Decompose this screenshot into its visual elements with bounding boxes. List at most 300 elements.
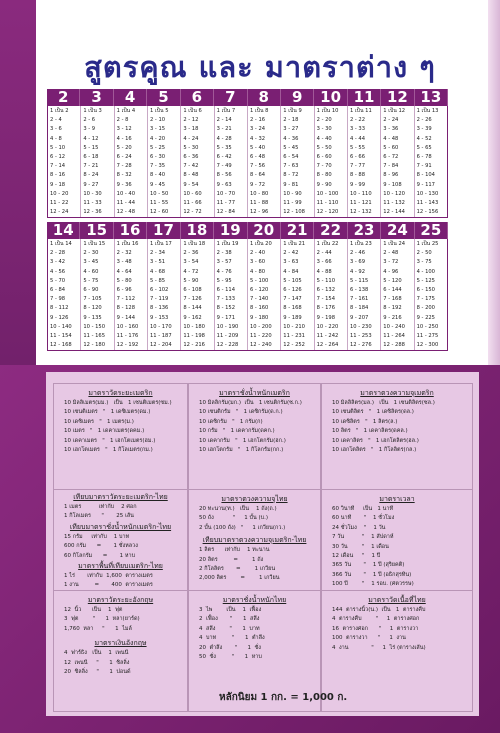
table-cell: 12 - 48 <box>116 209 136 216</box>
table-cell: 12 - 252 <box>283 342 305 349</box>
table-cell: 8 - 104 <box>416 172 435 179</box>
table-cell: 1 เป็น 18 <box>183 241 206 247</box>
table-column <box>48 239 81 350</box>
table-cell: 9 - 54 <box>183 181 199 188</box>
table-header-cell: 10 <box>314 89 347 106</box>
table-cell: 4 - 84 <box>283 268 299 275</box>
box-title: เทียบมาตราชั่งน้ำหนักเมตริก-ไทย <box>69 522 172 531</box>
table-header-cell: 17 <box>147 222 180 239</box>
table-cell: 11 - 187 <box>149 332 172 339</box>
table-cell: 12 - 288 <box>383 342 405 349</box>
table-cell: 9 - 99 <box>349 181 366 188</box>
table-header-cell: 25 <box>415 222 448 239</box>
table-cell: 9 - 135 <box>83 314 102 321</box>
table-cell: 7 - 98 <box>50 296 66 303</box>
table-cell: 10 - 20 <box>50 190 69 197</box>
table-cell: 5 - 60 <box>383 144 399 151</box>
table-cell: 2 - 42 <box>283 250 299 257</box>
box-line: 366 วัน " 1 ปี (อธิกสุรทิน) <box>332 571 412 578</box>
table-header-cell: 6 <box>181 89 214 106</box>
table-cell: 2 - 4 <box>50 117 62 124</box>
table-header-cell: 21 <box>281 222 314 239</box>
box-line: 60 วินาที เป็น 1 นาที <box>332 506 394 512</box>
table-cell: 12 - 96 <box>249 209 269 216</box>
table-column <box>81 239 114 350</box>
table-cell: 10 - 180 <box>183 323 205 330</box>
table-header-cell: 7 <box>214 89 247 106</box>
table-cell: 9 - 36 <box>116 181 132 188</box>
table-cell: 4 - 24 <box>183 135 199 142</box>
table-cell: 9 - 18 <box>50 181 66 188</box>
table-cell: 9 - 144 <box>116 314 136 321</box>
table-cell: 2 - 48 <box>383 250 399 257</box>
table-cell: 11 - 88 <box>249 199 269 206</box>
table-cell: 1 เป็น 17 <box>149 241 172 247</box>
table-cell: 12 - 132 <box>349 209 372 216</box>
table-cell: 12 - 144 <box>383 209 405 216</box>
table-cell: 4 - 48 <box>383 135 399 142</box>
table-cell: 12 - 264 <box>316 342 339 349</box>
table-column <box>215 106 248 217</box>
table-cell: 10 - 70 <box>216 190 236 197</box>
table-cell: 4 - 72 <box>183 268 199 275</box>
table-cell: 7 - 154 <box>316 296 335 303</box>
table-cell: 8 - 112 <box>50 305 69 312</box>
table-cell: 3 - 33 <box>349 126 366 133</box>
table-column <box>315 239 348 350</box>
table-cell: 5 - 105 <box>283 277 302 284</box>
table-cell: 11 - 165 <box>83 332 106 339</box>
box-line: 10 เมตร " 1 เดคาเมตร(ดคม.) <box>64 428 145 435</box>
table-cell: 8 - 200 <box>416 305 435 312</box>
page-title: สูตรคูณ และ มาตราต่าง ๆ <box>84 50 436 84</box>
table-cell: 8 - 88 <box>349 172 366 179</box>
table-cell: 10 - 80 <box>249 190 269 197</box>
table-column <box>348 106 381 217</box>
metric-weight-box <box>188 383 321 490</box>
table-cell: 2 - 30 <box>83 250 99 257</box>
table-header-row <box>47 222 448 239</box>
table-cell: 3 - 75 <box>416 259 432 266</box>
table-cell: 11 - 55 <box>149 199 169 206</box>
table-cell: 5 - 125 <box>416 277 435 284</box>
table-cell: 1 เป็น 24 <box>383 241 406 247</box>
table-cell: 3 - 51 <box>149 259 166 266</box>
thai-volume-box <box>188 489 321 591</box>
table-column <box>281 106 314 217</box>
table-cell: 3 - 63 <box>283 259 299 266</box>
box-line: 2 เฟื้อง " 1 สลึง <box>199 616 260 623</box>
table-cell: 11 - 110 <box>316 199 339 206</box>
box-lines <box>54 399 187 455</box>
table-header-cell: 12 <box>381 89 414 106</box>
table-cell: 7 - 147 <box>283 296 302 303</box>
table-cell: 12 - 204 <box>149 342 172 349</box>
box-line: 1 เมตร เท่ากับ 2 ศอก <box>64 504 137 510</box>
table-column <box>148 106 181 217</box>
box-line: 1 งาน = 400 ตารางเมตร <box>64 582 153 589</box>
box-line: 365 วัน " 1 ปี (สุริยคติ) <box>332 562 405 569</box>
box-line: 30 วัน " 1 เดือน <box>332 543 389 550</box>
table-cell: 12 - 180 <box>83 342 106 349</box>
table-cell: 9 - 108 <box>383 181 402 188</box>
compare-metric-thai-box <box>53 489 188 591</box>
box-line: 16 ตารางศอก " 1 ตารางวา <box>332 625 419 632</box>
box-line: 60 นาที " 1 ชั่วโมง <box>332 515 395 522</box>
table-cell: 10 - 250 <box>416 323 439 330</box>
table-cell: 7 - 56 <box>249 163 266 170</box>
table-cell: 4 - 16 <box>116 135 132 142</box>
table-cell: 5 - 35 <box>216 144 232 151</box>
box-line: 1 ลิตร เท่ากับ 1 ทะนาน <box>199 547 270 554</box>
table-column <box>348 239 381 350</box>
table-column <box>248 106 281 217</box>
box-lines <box>189 399 320 455</box>
table-cell: 3 - 24 <box>249 126 266 133</box>
table-cell: 6 - 144 <box>383 286 402 293</box>
table-cell: 4 - 8 <box>50 135 62 142</box>
table-cell: 9 - 162 <box>183 314 202 321</box>
table-cell: 7 - 161 <box>349 296 369 303</box>
table-cell: 2 - 32 <box>116 250 132 257</box>
table-cell: 3 - 45 <box>83 259 99 266</box>
table-header-cell: 19 <box>214 222 247 239</box>
weight-note: หลักนิยม 1 กก. = 1,000 ก. <box>219 692 348 703</box>
table-cell: 12 - 36 <box>83 209 102 216</box>
table-cell: 1 เป็น 8 <box>249 108 269 114</box>
table-column <box>415 106 447 217</box>
table-cell: 6 - 48 <box>249 153 266 160</box>
table-cell: 8 - 192 <box>383 305 402 312</box>
table-column <box>315 106 348 217</box>
table-cell: 10 - 190 <box>216 323 239 330</box>
table-cell: 2 - 8 <box>116 117 129 124</box>
table-cell: 5 - 55 <box>349 144 366 151</box>
table-header-cell: 5 <box>147 89 180 106</box>
table-cell: 7 - 126 <box>183 296 202 303</box>
table-cell: 9 - 171 <box>216 314 236 321</box>
box-title: มาตราพื้นที่เทียบเมตริก-ไทย <box>78 562 163 571</box>
table-cell: 11 - 198 <box>183 332 205 339</box>
table-cell: 4 - 68 <box>149 268 166 275</box>
table-cell: 1 เป็น 16 <box>116 241 139 247</box>
box-line: 60 กิโลกรัม = 1 หาบ <box>64 552 136 559</box>
table-cell: 12 - 24 <box>50 209 69 216</box>
table-column <box>248 239 281 350</box>
table-header-row <box>47 89 448 106</box>
table-cell: 7 - 35 <box>149 163 166 170</box>
table-cell: 2 - 12 <box>183 117 199 124</box>
table-column <box>48 106 81 217</box>
box-line: 15 กรัม เท่ากับ 1 บาท <box>64 533 130 540</box>
box-lines <box>54 649 187 677</box>
table-cell: 7 - 14 <box>50 163 66 170</box>
table-cell: 6 - 78 <box>416 153 432 160</box>
box-line: 600 กรัม = 1 ชั่งหลวง <box>64 543 138 550</box>
table-cell: 4 - 32 <box>249 135 266 142</box>
table-cell: 3 - 15 <box>149 126 166 133</box>
table-cell: 4 - 88 <box>316 268 332 275</box>
table-cell: 11 - 77 <box>216 199 236 206</box>
table-cell: 2 - 16 <box>249 117 266 124</box>
table-cell: 3 - 18 <box>183 126 199 133</box>
table-cell: 1 เป็น 21 <box>283 241 306 247</box>
table-cell: 12 - 72 <box>183 209 202 216</box>
table-cell: 2 - 46 <box>349 250 366 257</box>
table-cell: 10 - 90 <box>283 190 302 197</box>
table-cell: 9 - 225 <box>416 314 435 321</box>
table-cell: 3 - 72 <box>383 259 399 266</box>
box-line: 10 ลิตร " 1 เดคาลิตร(ดคล.) <box>332 428 408 435</box>
table-cell: 7 - 175 <box>416 296 435 303</box>
box-title: มาตราเวลา <box>379 495 415 503</box>
table-header-cell: 13 <box>415 89 448 106</box>
box-title: มาตราวัดระยะเมตริก <box>88 389 153 397</box>
table-cell: 8 - 176 <box>316 305 335 312</box>
box-line: 10 เฮกโตกรัม " 1 กิโลกรัม(กก.) <box>199 447 284 454</box>
table-header-cell: 2 <box>47 89 80 106</box>
table-header-cell: 15 <box>80 222 113 239</box>
table-cell: 4 - 40 <box>316 135 332 142</box>
table-cell: 8 - 72 <box>283 172 299 179</box>
table-cell: 9 - 72 <box>249 181 266 188</box>
table-cell: 1 เป็น 13 <box>416 108 439 114</box>
table-column <box>215 239 248 350</box>
table-cell: 3 - 27 <box>283 126 299 133</box>
table-cell: 10 - 130 <box>416 190 439 197</box>
table-cell: 12 - 300 <box>416 342 439 349</box>
table-cell: 2 - 40 <box>249 250 266 257</box>
box-title: มาตราชั่งน้ำหนักเมตริก <box>219 389 290 397</box>
table-cell: 7 - 168 <box>383 296 402 303</box>
box-line: 4 ตารางคืบ " 1 ตารางศอก <box>332 616 420 623</box>
table-cell: 1 เป็น 15 <box>83 241 106 247</box>
table-cell: 2 - 34 <box>149 250 166 257</box>
table-cell: 10 - 150 <box>83 323 106 330</box>
table-cell: 4 - 60 <box>83 268 99 275</box>
table-cell: 9 - 27 <box>83 181 99 188</box>
table-cell: 2 - 20 <box>316 117 332 124</box>
table-cell: 2 - 14 <box>216 117 232 124</box>
box-line: 20 ชิลลิ่ง " 1 ปอนด์ <box>64 669 131 676</box>
table-body <box>47 239 448 351</box>
multiplication-table-2-13 <box>47 89 448 218</box>
table-cell: 8 - 16 <box>50 172 66 179</box>
table-cell: 8 - 32 <box>116 172 132 179</box>
box-line: 12 นิ้ว เป็น 1 ฟุต <box>64 607 123 613</box>
table-header-cell: 14 <box>47 222 80 239</box>
table-cell: 11 - 33 <box>83 199 102 206</box>
table-cell: 7 - 105 <box>83 296 102 303</box>
table-cell: 2 - 6 <box>83 117 96 124</box>
table-cell: 1 เป็น 12 <box>383 108 406 114</box>
box-title: เทียบมาตราตวงความจุเมตริก-ไทย <box>202 536 307 545</box>
table-cell: 11 - 275 <box>416 332 439 339</box>
table-cell: 3 - 54 <box>183 259 199 266</box>
box-line: 24 ชั่วโมง " 1 วัน <box>332 524 386 531</box>
box-line: 10 เฮกโตลิตร " 1 กิโลลิตร(กล.) <box>332 447 417 454</box>
box-line: 4 สลึง " 1 บาท <box>199 625 260 632</box>
table-cell: 7 - 77 <box>349 163 366 170</box>
box-line: 10 มิลลิลิตร(มล.) เป็น 1 เซนติลิตร(ซล.) <box>332 400 435 406</box>
table-cell: 1 เป็น 10 <box>316 108 339 114</box>
box-line: 10 มิลลิเมตร(มม.) เป็น 1 เซนติเมตร(ซม.) <box>64 400 172 406</box>
table-cell: 12 - 108 <box>283 209 305 216</box>
box-title: มาตราตวงความจุไทย <box>221 495 288 503</box>
box-line: 1 ไร่ เท่ากับ 1,600 ตารางเมตร <box>64 573 153 580</box>
table-cell: 2 - 22 <box>349 117 366 124</box>
box-line: 10 เดซิเมตร " 1 เมตร(ม.) <box>64 418 134 425</box>
table-cell: 3 - 48 <box>116 259 132 266</box>
box-title: มาตราวัดระยะอังกฤษ <box>87 596 154 604</box>
table-cell: 12 - 240 <box>249 342 272 349</box>
box-line: 4 งาน " 1 ไร่ (ตารางเส้น) <box>332 644 426 651</box>
table-cell: 4 - 36 <box>283 135 299 142</box>
table-cell: 5 - 75 <box>83 277 99 284</box>
table-header-cell: 4 <box>114 89 147 106</box>
metric-volume-box <box>321 383 473 490</box>
table-cell: 4 - 80 <box>249 268 266 275</box>
table-cell: 8 - 120 <box>83 305 102 312</box>
table-cell: 10 - 200 <box>249 323 272 330</box>
table-cell: 7 - 28 <box>116 163 132 170</box>
table-cell: 6 - 72 <box>383 153 399 160</box>
table-cell: 1 เป็น 6 <box>183 108 202 114</box>
box-line: 100 ตารางวา " 1 งาน <box>332 635 406 642</box>
box-line: 10 เดคากรัม " 1 เฮกโตกรัม(ฮก.) <box>199 437 286 444</box>
table-cell: 5 - 40 <box>249 144 266 151</box>
table-cell: 11 - 121 <box>349 199 372 206</box>
table-cell: 7 - 42 <box>183 163 199 170</box>
table-cell: 3 - 9 <box>83 126 96 133</box>
table-column <box>81 106 114 217</box>
table-cell: 12 - 276 <box>349 342 372 349</box>
table-header-cell: 18 <box>181 222 214 239</box>
table-cell: 6 - 36 <box>183 153 199 160</box>
table-column <box>381 239 414 350</box>
table-cell: 4 - 96 <box>383 268 399 275</box>
table-cell: 9 - 207 <box>349 314 369 321</box>
table-cell: 2 - 44 <box>316 250 332 257</box>
table-cell: 5 - 50 <box>316 144 332 151</box>
table-header-cell: 20 <box>248 222 281 239</box>
table-cell: 6 - 42 <box>216 153 232 160</box>
table-cell: 10 - 220 <box>316 323 339 330</box>
box-lines <box>189 505 320 533</box>
table-cell: 5 - 110 <box>316 277 335 284</box>
table-cell: 9 - 81 <box>283 181 299 188</box>
box-line: 2 กิโลลิตร = 1 เกวียน <box>199 566 276 573</box>
table-cell: 8 - 56 <box>216 172 232 179</box>
table-header-cell: 11 <box>348 89 381 106</box>
table-cell: 6 - 90 <box>83 286 99 293</box>
box-line: 20 ลิตร = 1 ถัง <box>199 556 264 563</box>
box-line: 7 วัน " 1 สัปดาห์ <box>332 534 394 541</box>
table-cell: 4 - 92 <box>349 268 366 275</box>
table-cell: 7 - 91 <box>416 163 432 170</box>
table-cell: 8 - 152 <box>216 305 236 312</box>
table-cell: 1 เป็น 25 <box>416 241 439 247</box>
table-cell: 9 - 216 <box>383 314 402 321</box>
table-cell: 12 - 168 <box>50 342 72 349</box>
table-cell: 7 - 133 <box>216 296 236 303</box>
table-cell: 5 - 30 <box>183 144 199 151</box>
table-cell: 10 - 100 <box>316 190 339 197</box>
table-column <box>148 239 181 350</box>
box-line: 20 ทะนาน(ท.) เป็น 1 ถัง(ถ.) <box>199 506 277 512</box>
table-cell: 6 - 30 <box>149 153 166 160</box>
table-header-cell: 23 <box>348 222 381 239</box>
table-cell: 9 - 198 <box>316 314 335 321</box>
table-cell: 9 - 63 <box>216 181 232 188</box>
table-cell: 6 - 60 <box>316 153 332 160</box>
box-line: 4 บาท " 1 ตำลึง <box>199 635 265 642</box>
table-cell: 10 - 140 <box>50 323 72 330</box>
table-cell: 7 - 84 <box>383 163 399 170</box>
table-cell: 11 - 99 <box>283 199 302 206</box>
box-lines <box>54 606 187 634</box>
table-cell: 5 - 45 <box>283 144 299 151</box>
table-cell: 12 - 60 <box>149 209 169 216</box>
box-line: 10 เดคาเมตร " 1 เฮกโตเมตร(ฮม.) <box>64 437 156 444</box>
table-cell: 9 - 180 <box>249 314 269 321</box>
table-cell: 3 - 69 <box>349 259 366 266</box>
table-cell: 10 - 120 <box>383 190 405 197</box>
table-cell: 5 - 65 <box>416 144 432 151</box>
table-cell: 6 - 120 <box>249 286 269 293</box>
table-cell: 6 - 66 <box>349 153 366 160</box>
table-cell: 3 - 36 <box>383 126 399 133</box>
table-cell: 10 - 240 <box>383 323 405 330</box>
table-cell: 4 - 64 <box>116 268 132 275</box>
table-cell: 3 - 57 <box>216 259 232 266</box>
table-column <box>115 106 148 217</box>
table-cell: 1 เป็น 20 <box>249 241 272 247</box>
table-cell: 6 - 24 <box>116 153 132 160</box>
box-lines <box>54 533 187 561</box>
table-cell: 10 - 160 <box>116 323 139 330</box>
table-cell: 6 - 12 <box>50 153 66 160</box>
table-cell: 10 - 230 <box>349 323 372 330</box>
table-cell: 3 - 12 <box>116 126 132 133</box>
table-cell: 8 - 40 <box>149 172 166 179</box>
box-line: 1 กิโลเมตร " 25 เส้น <box>64 513 134 520</box>
table-cell: 4 - 28 <box>216 135 232 142</box>
table-cell: 6 - 150 <box>416 286 435 293</box>
table-column <box>181 106 214 217</box>
table-cell: 3 - 21 <box>216 126 232 133</box>
table-cell: 12 - 120 <box>316 209 339 216</box>
table-cell: 6 - 102 <box>149 286 169 293</box>
table-cell: 8 - 184 <box>349 305 369 312</box>
table-cell: 8 - 136 <box>149 305 169 312</box>
table-cell: 6 - 54 <box>283 153 299 160</box>
box-title: มาตราวัดเนื้อที่ไทย <box>368 596 426 604</box>
box-line: 3 ฟุต " 1 หลา(ยาร์ด) <box>64 616 140 623</box>
table-cell: 12 - 216 <box>183 342 205 349</box>
table-cell: 2 - 36 <box>183 250 199 257</box>
table-cell: 5 - 115 <box>349 277 369 284</box>
table-cell: 8 - 144 <box>183 305 202 312</box>
table-cell: 7 - 70 <box>316 163 332 170</box>
table-cell: 7 - 21 <box>83 163 99 170</box>
table-cell: 5 - 100 <box>249 277 269 284</box>
box-line: 10 เดซิกรัม " 1 กรัม(ก) <box>199 418 263 425</box>
table-cell: 5 - 120 <box>383 277 402 284</box>
table-column <box>181 239 214 350</box>
box-line: 1,760 หลา " 1 ไมล์ <box>64 625 132 632</box>
table-cell: 2 - 28 <box>50 250 66 257</box>
